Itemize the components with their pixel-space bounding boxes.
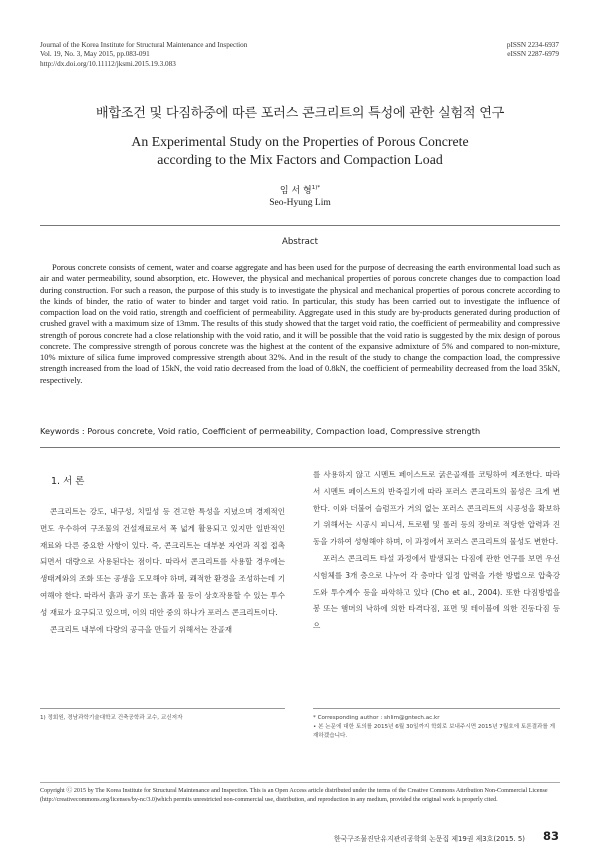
footnote-rule-right xyxy=(313,708,560,709)
keywords: Keywords : Porous concrete, Void ratio, Coefficient of permeability, Compaction load, Compressive strength xyxy=(40,426,481,436)
abstract-text: Porous concrete consists of cement, water and coarse aggregate and has been used for the purpose of decreasing the earth environmental load such as air and water permeability, sound absorption, etc. However, the physical and mechanical properties of porous concrete changes due to compaction load during construction. For such a reason, the purpose of this study is to investigate the physical and mechanical properties of porous concrete according to the kinds of binder, the ratio of water to binder and target void ratio. In particular, this study has been carried out to investigate the influence of compaction load on the void ratio, strength and coefficient of permeability. Aggregate used in this study are by-products generated during production of crushed gravel with a maximum size of 13mm. The results of this study showed that the target void ratio, the coefficient of permeability and compressive strength of porous concrete had a close relationship with the void ratio, and it will be possible that the void ratio is suggested by the mix design of porous concrete. The compressive strength of porous concrete was the highest at the content of the expansive admixture of 5% and compared to non-mixture, 10% mixture of silica fume improved compressive strength about 32%. And in the result of the study to change the compaction load, the compressive strength increased from the load of 15kN, the void ratio decreased from the load of 0.8kN, the coefficient of permeability decreased from the load 35kN, respectively. xyxy=(40,262,560,385)
author-english: Seo-Hyung Lim xyxy=(269,198,331,208)
body-right-column xyxy=(313,467,560,635)
title-english xyxy=(0,133,600,169)
abstract-heading: Abstract xyxy=(281,237,319,247)
pissn: pISSN 2234-6937 xyxy=(506,41,559,49)
paragraph: 를 사용하지 않고 시멘트 페이스트로 굵은골재를 코팅하여 제조한다. 따라서 시멘트 페이스트의 반죽질기에 따라 포러스 콘크리트의 물성은 크게 변한다. 이와 더불어 슬럼프가 거의 없는 포러스 콘크리트의 시공성을 확보하기 위해서는 시공시 피니셔, 트로웰 및 롤러 등의 장비로 적당한 압력과 진동을 가하여 성형해야 하며, 이 과정에서 포러스 콘크리트의 물성도 변한다. xyxy=(313,470,560,547)
page-number: 83 xyxy=(542,829,559,843)
paragraph: 콘크리트 내부에 다량의 공극을 만들기 위해서는 잔골재 xyxy=(50,624,233,634)
abstract-top-rule xyxy=(40,225,560,226)
paragraph: 콘크리트는 강도, 내구성, 치밀성 등 견고한 특성을 지녔으며 경제적인 면도 우수하여 구조물의 건설재료로서 폭 넓게 활용되고 있지만 일반적인 재료와 다른 중요한 사항이 있다. 즉, 콘크리트는 대부분 자연과 직접 접촉되면서 대량으로 사용된다는 점이다. 따라서 콘크리트를 사용할 경우에는 생태계와의 조화 또는 공생을 도모해야 하며, 쾌적한 환경을 조성하는데 기여해야 한다. 따라서 흙과 공기 또는 흙과 물 등이 상호작용할 수 있는 투수성 재료가 요구되고 있으며, 이의 대안 중의 하나가 포러스 콘크리트이다. xyxy=(40,507,285,617)
author-korean xyxy=(0,183,600,196)
author-affiliation-mark: 1)* xyxy=(311,185,321,191)
footer-journal-citation: 한국구조물진단유지관리공학회 논문집 제19권 제3호(2015. 5) xyxy=(333,835,525,843)
journal-volume: Vol. 19, No. 3, May 2015, pp.083-091 xyxy=(40,50,150,59)
title-english-line1: An Experimental Study on the Properties of Porous Concrete xyxy=(131,134,469,149)
footnote-corresponding xyxy=(313,714,560,741)
journal-doi[interactable]: http://dx.doi.org/10.11112/jksmi.2015.19.3.083 xyxy=(40,59,176,68)
discussion-note: • 본 논문에 대한 토의를 2015년 6월 30일까지 학회로 보내주시면 2015년 7월호에 토론결과를 게재하겠습니다. xyxy=(313,724,556,739)
journal-header xyxy=(40,41,380,69)
footnote-affiliation: 1) 정회원, 경남과학기술대학교 건축공학과 교수, 교신저자 xyxy=(40,715,183,721)
title-korean: 배합조건 및 다짐하중에 따른 포러스 콘크리트의 특성에 관한 실험적 연구 xyxy=(95,106,505,121)
author-korean-name: 임 서 형 xyxy=(279,186,312,196)
footnote-rule-left xyxy=(40,708,285,709)
body-left-column xyxy=(40,504,285,638)
corresponding-author: * Corresponding author : shlim@gntech.ac.kr xyxy=(313,715,440,721)
journal-name: Journal of the Korea Institute for Structural Maintenance and Inspection xyxy=(40,41,248,49)
issn-block xyxy=(439,41,559,60)
copyright-rule xyxy=(40,782,560,783)
title-english-line2: according to the Mix Factors and Compaction Load xyxy=(157,152,443,167)
paragraph: 포러스 콘크리트 타설 과정에서 발생되는 다짐에 관한 연구를 보면 우선 시험체를 3개 층으로 나누어 각 층마다 일정 압력을 가한 방법으로 압축강도와 투수계수 등을 파악하고 있다 (Cho et al., 2004). 또한 다짐방법을 봉 또는 햄머의 낙하에 의한 타격다짐, 표면 및 테이블에 의한 진동다짐 등으 xyxy=(313,553,560,631)
section-heading: 1. 서 론 xyxy=(51,476,85,487)
eissn: eISSN 2287-6979 xyxy=(507,50,559,59)
abstract-bottom-rule xyxy=(40,447,560,448)
copyright-notice: Copyright Ⓒ 2015 by The Korea Institute for Structural Maintenance and Inspection. This is an Open Access article distributed under the terms of the Creative Commons Attribution Non-Commercial License (http://creativecommons.org/licenses/by-nc/3.0)which permits unrestricted non-commercial use, distribution, and reproduction in any medium, provided the original work is properly cited. xyxy=(40,788,548,804)
